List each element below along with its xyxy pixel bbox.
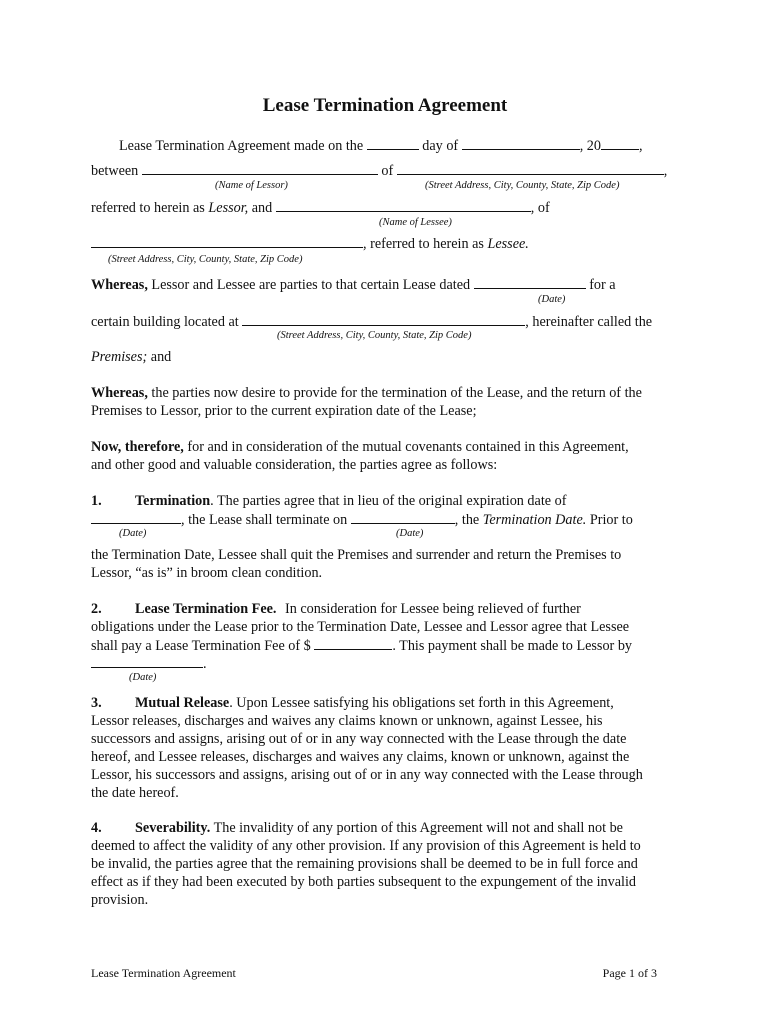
referred-text: referred to herein as: [91, 200, 205, 216]
section1-line-2: [91, 510, 633, 529]
referred-lessee-text: , referred to herein as: [363, 236, 484, 252]
the-text: , the: [454, 512, 480, 528]
and-text: and: [150, 349, 172, 365]
whereas1-line-2: [91, 312, 652, 331]
whereas2-text: the parties now desire to provide for the termination of the Lease, and the return of the: [151, 385, 642, 401]
lessor-name-blank[interactable]: [142, 161, 378, 175]
caption-lease-date: (Date): [538, 294, 566, 305]
terminate-on-text: , the Lease shall terminate on: [181, 512, 348, 528]
lessor-address-blank[interactable]: [397, 161, 664, 175]
fee-text: shall pay a Lease Termination Fee of $: [91, 638, 311, 654]
original-expiration-date-blank[interactable]: [91, 510, 181, 524]
section1-line-4: Lessor, “as is” in broom clean condition.: [91, 565, 323, 581]
section3-line-1: [91, 694, 614, 712]
document-title: Lease Termination Agreement: [262, 95, 508, 116]
caption-building-address: (Street Address, City, County, State, Zip Code): [277, 330, 472, 341]
section3-text: . Upon Lessee satisfying his obligations set forth in this Agreement,: [229, 695, 614, 711]
lessee-term: Lessee.: [487, 236, 529, 252]
whereas1-line-1: [91, 275, 616, 294]
intro-line-4: [91, 234, 529, 253]
premises-term: Premises;: [91, 349, 148, 365]
payment-date-blank[interactable]: [91, 654, 203, 668]
caption-name-of-lessee: (Name of Lessee): [379, 217, 452, 228]
section3-line-2: Lessor releases, discharges and waives any claims known or unknown, against Lessee, his: [91, 713, 603, 729]
section4-line-1: [91, 819, 623, 837]
for-a-text: for a: [589, 277, 616, 293]
and-text: and: [251, 200, 273, 216]
section4-line-5: provision.: [91, 892, 149, 908]
intro-line-2: [91, 161, 667, 180]
page-number: Page 1 of 3: [602, 966, 657, 980]
section1-line-1: [91, 492, 566, 510]
section-heading: Severability.: [135, 820, 211, 836]
section1-line-3: the Termination Date, Lessee shall quit the Premises and surrender and return the Premises to: [91, 547, 622, 563]
comma: ,: [638, 138, 643, 154]
caption-lessor-address: (Street Address, City, County, State, Zip Code): [425, 180, 620, 191]
section3-line-5: Lessor, his successors and assigns, arising out of or in any way connected with the Lease through: [91, 767, 643, 783]
section2-text: In consideration for Lessee being relieved of further: [285, 601, 581, 617]
whereas1-line-3: [91, 348, 171, 366]
section4-line-4: effect as if they had been executed by both parties subsequent to the expungement of the invalid: [91, 874, 636, 890]
section-heading: Mutual Release: [135, 695, 230, 711]
building-address-blank[interactable]: [242, 312, 525, 326]
comma-of-text: , of: [530, 200, 550, 216]
year-prefix: , 20: [579, 138, 601, 154]
termination-date-term: Termination Date.: [482, 512, 587, 528]
footer-title: Lease Termination Agreement: [91, 966, 236, 980]
fee-amount-blank[interactable]: [314, 636, 392, 650]
lessee-name-blank[interactable]: [276, 198, 531, 212]
building-located-text: certain building located at: [91, 314, 239, 330]
lessee-address-blank[interactable]: [91, 234, 363, 248]
section-number: 4.: [91, 820, 102, 836]
section1-text: . The parties agree that in lieu of the original expiration date of: [210, 493, 567, 509]
caption-date-2: (Date): [396, 528, 424, 539]
now-therefore-label: Now, therefore,: [91, 439, 184, 455]
day-blank[interactable]: [367, 136, 419, 150]
whereas2-line-1: [91, 384, 642, 402]
section-number: 2.: [91, 601, 102, 617]
section-heading: Termination: [135, 493, 211, 509]
section3-line-3: successors and assigns, arising out of or in any way connected with the Lease through the date: [91, 731, 627, 747]
lease-date-blank[interactable]: [474, 275, 586, 289]
intro-text: Lease Termination Agreement made on the: [119, 138, 364, 154]
comma: ,: [663, 163, 668, 179]
section2-line-2: obligations under the Lease prior to the Termination Date, Lessee and Lessor agree that Lessee: [91, 619, 630, 635]
now-therefore-line-2: and other good and valuable consideration, the parties agree as follows:: [91, 457, 498, 473]
section4-text: The invalidity of any portion of this Agreement will not and shall not be: [213, 820, 623, 836]
whereas1-text: Lessor and Lessee are parties to that certain Lease dated: [151, 277, 471, 293]
section-number: 3.: [91, 695, 102, 711]
document-page: [91, 0, 679, 1024]
section2-line-4: [91, 654, 207, 673]
intro-line-3: [91, 198, 550, 217]
hereinafter-text: , hereinafter called the: [525, 314, 653, 330]
whereas-label: Whereas,: [91, 385, 148, 401]
intro-line-1: [119, 136, 643, 155]
caption-lessee-address: (Street Address, City, County, State, Zip Code): [108, 254, 303, 265]
whereas2-line-2: Premises to Lessor, prior to the current expiration date of the Lease;: [91, 403, 477, 419]
section-heading: Lease Termination Fee.: [135, 601, 277, 617]
period: .: [203, 656, 207, 672]
day-of-text: day of: [422, 138, 459, 154]
section3-line-6: the date hereof.: [91, 785, 179, 801]
prior-to-text: Prior to: [589, 512, 633, 528]
now-therefore-text: for and in consideration of the mutual covenants contained in this Agreement,: [187, 439, 629, 455]
section2-line-3: [91, 636, 632, 655]
payment-text: . This payment shall be made to Lessor by: [392, 638, 633, 654]
month-blank[interactable]: [462, 136, 580, 150]
caption-date-1: (Date): [119, 528, 147, 539]
whereas-label: Whereas,: [91, 277, 148, 293]
between-text: between: [91, 163, 139, 179]
of-text: of: [381, 163, 394, 179]
section2-line-1: [91, 600, 581, 618]
year-blank[interactable]: [601, 136, 639, 150]
section4-line-3: be invalid, the parties agree that the remaining provisions shall be deemed to be in full force and: [91, 856, 638, 872]
section3-line-4: hereof, and Lessee releases, discharges and waives any claims, known or unknown, against the: [91, 749, 630, 765]
lessor-term: Lessor,: [208, 200, 249, 216]
caption-name-of-lessor: (Name of Lessor): [215, 180, 288, 191]
now-therefore-line-1: [91, 438, 629, 456]
section4-line-2: deemed to affect the validity of any other provision. If any provision of this Agreement is held to: [91, 838, 641, 854]
section-number: 1.: [91, 493, 102, 509]
caption-payment-date: (Date): [129, 672, 157, 683]
termination-date-blank[interactable]: [351, 510, 455, 524]
